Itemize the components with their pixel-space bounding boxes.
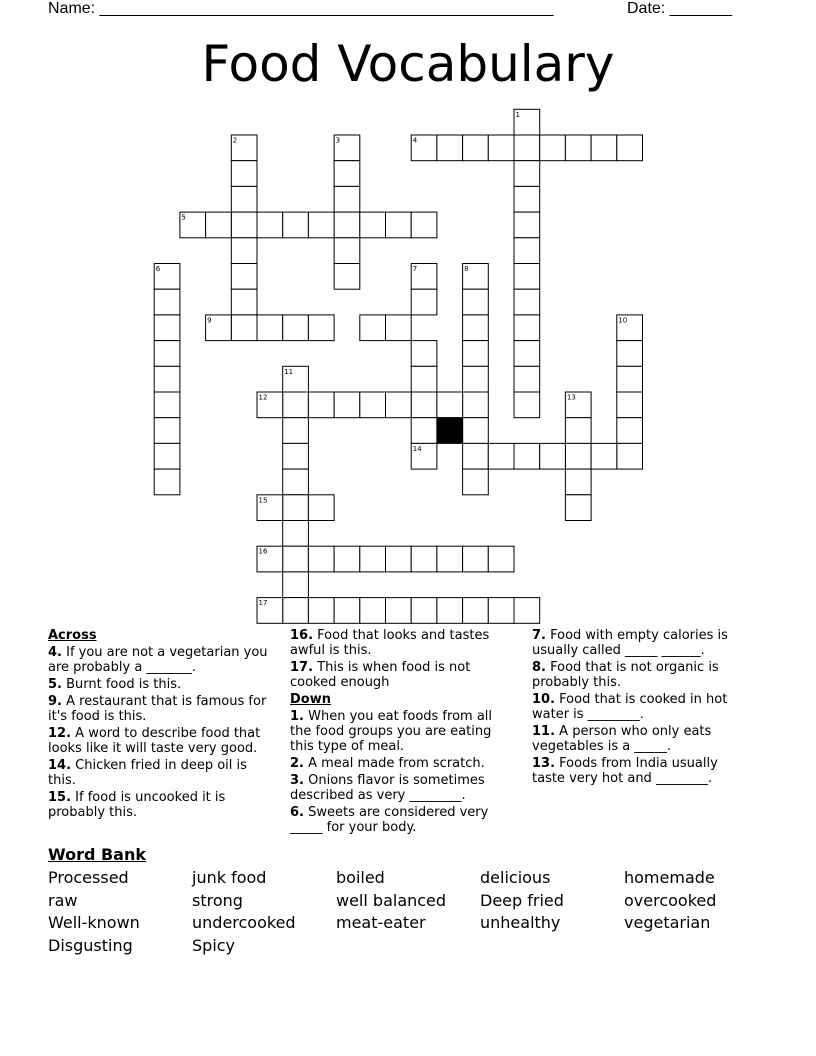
clue-number-label: 12.	[48, 726, 72, 741]
crossword-cell[interactable]	[386, 392, 412, 418]
word-bank-item: well balanced	[336, 891, 447, 910]
crossword-cell[interactable]	[231, 161, 257, 187]
crossword-cell[interactable]	[463, 418, 489, 444]
word-bank-item: boiled	[336, 868, 385, 887]
crossword-cell[interactable]	[565, 418, 591, 444]
word-bank-item: junk food	[192, 868, 267, 887]
crossword-cell[interactable]	[154, 289, 180, 315]
crossword-cell[interactable]	[463, 315, 489, 341]
clue-number: 7	[412, 265, 418, 273]
crossword-cell[interactable]	[463, 546, 489, 572]
clue-number: 11	[284, 367, 294, 376]
clue-text: Food with empty calories is usually called _____ ______.	[532, 628, 728, 658]
crossword-cell[interactable]	[514, 135, 540, 161]
clue-number-label: 15.	[48, 790, 72, 805]
clue-item	[48, 677, 274, 692]
crossword-cell[interactable]	[463, 341, 489, 367]
crossword-cell[interactable]	[283, 495, 309, 521]
crossword-cell[interactable]	[617, 418, 643, 444]
clue-number: 6	[155, 265, 161, 273]
word-bank-item: Disgusting	[48, 936, 133, 955]
crossword-cell[interactable]	[283, 572, 309, 598]
word-bank-item: Processed	[48, 868, 129, 887]
crossword-cell[interactable]	[514, 315, 540, 341]
crossword-cell[interactable]	[360, 546, 386, 572]
crossword-cell[interactable]	[308, 495, 334, 521]
crossword-cell[interactable]	[154, 341, 180, 367]
crossword-cell[interactable]	[360, 598, 386, 624]
down-heading: Down	[290, 692, 331, 707]
clue-number-label: 5.	[48, 677, 62, 692]
crossword-cell[interactable]	[334, 186, 360, 212]
clue-number-label: 4.	[48, 645, 62, 660]
crossword-cell[interactable]	[463, 598, 489, 624]
clue-number: 13	[566, 393, 576, 402]
clue-number-label: 14.	[48, 758, 72, 773]
clue-text: A person who only eats vegetables is a _____.	[532, 724, 712, 754]
clue-text: Food that is not organic is probably this.	[532, 660, 719, 690]
crossword-cell[interactable]	[617, 135, 643, 161]
clue-item	[290, 773, 504, 803]
crossword-block	[437, 418, 463, 444]
clue-text: This is when food is not cooked enough	[290, 660, 471, 690]
crossword-cell[interactable]	[308, 392, 334, 418]
crossword-cell[interactable]	[360, 315, 386, 341]
crossword-cell[interactable]	[334, 212, 360, 238]
word-bank-item: delicious	[480, 868, 551, 887]
clue-number-label: 13.	[532, 756, 556, 771]
crossword-cell[interactable]	[514, 366, 540, 392]
crossword-cell[interactable]	[565, 495, 591, 521]
clue-number-label: 16.	[290, 628, 314, 643]
clue-item	[290, 628, 504, 658]
crossword-cell[interactable]	[257, 212, 283, 238]
crossword-cell[interactable]	[308, 598, 334, 624]
crossword-cell[interactable]	[257, 315, 283, 341]
clue-number: 15	[258, 496, 268, 505]
clue-item	[48, 790, 274, 820]
clue-number: 3	[335, 136, 341, 145]
crossword-cell[interactable]	[283, 315, 309, 341]
crossword-cell[interactable]	[411, 289, 437, 315]
clue-number-label: 11.	[532, 724, 556, 739]
clue-item	[532, 692, 746, 722]
clue-number: 12	[258, 393, 268, 402]
crossword-cell[interactable]	[437, 135, 463, 161]
crossword-cell[interactable]	[514, 341, 540, 367]
crossword-cell[interactable]	[463, 392, 489, 418]
crossword-cell[interactable]	[617, 366, 643, 392]
crossword-cell[interactable]	[231, 264, 257, 290]
crossword-cell[interactable]	[411, 546, 437, 572]
crossword-cell[interactable]	[283, 212, 309, 238]
clue-item	[290, 805, 504, 835]
crossword-cell[interactable]	[308, 315, 334, 341]
clue-text: Sweets are considered very _____ for your body.	[290, 805, 489, 835]
clue-text: Onions flavor is sometimes described as very ________.	[290, 773, 485, 803]
crossword-cell[interactable]	[154, 366, 180, 392]
word-bank-item: overcooked	[624, 891, 717, 910]
crossword-cell[interactable]	[334, 546, 360, 572]
clue-text: Food that is cooked in hot water is ________.	[532, 692, 728, 722]
clue-text: Chicken fried in deep oil is this.	[48, 758, 247, 788]
crossword-cell[interactable]	[463, 469, 489, 495]
crossword-cell[interactable]	[565, 135, 591, 161]
clue-text: When you eat foods from all the food groups you are eating this type of meal.	[290, 709, 493, 754]
crossword-cell[interactable]	[591, 135, 617, 161]
crossword-cell[interactable]	[283, 521, 309, 547]
clue-item	[290, 756, 504, 771]
clue-number-label: 17.	[290, 660, 314, 675]
word-bank-item: unhealthy	[480, 913, 561, 932]
clue-item	[290, 709, 504, 754]
word-bank-item: homemade	[624, 868, 715, 887]
crossword-cell[interactable]	[386, 212, 412, 238]
clue-item	[48, 694, 274, 724]
clue-number: 16	[258, 547, 268, 556]
clues-column-2	[290, 628, 504, 837]
clue-number: 8	[464, 265, 469, 273]
crossword-cell[interactable]	[514, 289, 540, 315]
crossword-cell[interactable]	[154, 392, 180, 418]
crossword-cell[interactable]	[154, 469, 180, 495]
date-field[interactable]: Date: _______	[627, 0, 732, 17]
crossword-cell[interactable]	[540, 135, 566, 161]
clue-item	[48, 758, 274, 788]
crossword-cell[interactable]	[488, 135, 514, 161]
clue-item	[48, 726, 274, 756]
crossword-cell[interactable]	[411, 341, 437, 367]
clue-text: A restaurant that is famous for it's food is this.	[48, 694, 267, 724]
clue-number: 9	[207, 316, 212, 325]
clues-column-3	[532, 628, 746, 788]
crossword-cell[interactable]	[514, 186, 540, 212]
clue-number: 14	[412, 444, 422, 453]
clue-number-label: 10.	[532, 692, 556, 707]
crossword-cell[interactable]	[514, 238, 540, 264]
crossword-cell[interactable]	[514, 161, 540, 187]
crossword-cell[interactable]	[334, 238, 360, 264]
crossword-cell[interactable]	[334, 598, 360, 624]
crossword-cell[interactable]	[154, 418, 180, 444]
across-heading: Across	[48, 628, 97, 643]
clue-text: If food is uncooked it is probably this.	[48, 790, 226, 820]
word-bank-item: Deep fried	[480, 891, 564, 910]
clue-item	[290, 660, 504, 690]
clue-text: Foods from India usually taste very hot and ________.	[532, 756, 718, 786]
clue-number: 10	[618, 316, 628, 325]
word-bank-item: strong	[192, 891, 243, 910]
crossword-cell[interactable]	[360, 392, 386, 418]
clue-number-label: 2.	[290, 756, 304, 771]
crossword-cell[interactable]	[411, 212, 437, 238]
crossword-cell[interactable]	[154, 443, 180, 469]
clue-item	[532, 628, 746, 658]
crossword-cell[interactable]	[334, 392, 360, 418]
clue-number: 2	[232, 136, 238, 145]
clue-text: Burnt food is this.	[61, 677, 182, 692]
crossword-cell[interactable]	[360, 212, 386, 238]
name-field[interactable]: Name: ___________________________________________________	[48, 0, 554, 17]
word-bank-item: raw	[48, 891, 78, 910]
clue-text: A word to describe food that looks like it will taste very good.	[48, 726, 261, 756]
clue-item	[48, 645, 274, 675]
crossword-cell[interactable]	[334, 264, 360, 290]
crossword-cell[interactable]	[283, 546, 309, 572]
crossword-cell[interactable]	[411, 598, 437, 624]
clue-number-label: 8.	[532, 660, 546, 675]
crossword-cell[interactable]	[514, 264, 540, 290]
crossword-cell[interactable]	[386, 598, 412, 624]
clue-number-label: 1.	[290, 709, 304, 724]
clues-column-1	[48, 628, 274, 822]
crossword-cell[interactable]	[334, 161, 360, 187]
crossword-cell[interactable]	[411, 366, 437, 392]
crossword-cell[interactable]	[283, 418, 309, 444]
word-bank-item: undercooked	[192, 913, 296, 932]
crossword-cell[interactable]	[231, 289, 257, 315]
crossword-cell[interactable]	[437, 392, 463, 418]
crossword-cell[interactable]	[591, 443, 617, 469]
crossword-cell[interactable]	[488, 598, 514, 624]
clue-item	[532, 756, 746, 786]
crossword-cell[interactable]	[463, 135, 489, 161]
page-title: Food Vocabulary	[201, 35, 615, 93]
crossword-cell[interactable]	[514, 392, 540, 418]
word-bank-item: meat-eater	[336, 913, 426, 932]
clue-text: Food that looks and tastes awful is this.	[290, 628, 490, 658]
crossword-cell[interactable]	[283, 598, 309, 624]
crossword-cell[interactable]	[540, 443, 566, 469]
crossword-cell[interactable]	[283, 392, 309, 418]
clue-text: A meal made from scratch.	[303, 756, 485, 771]
crossword-cell[interactable]	[308, 212, 334, 238]
clue-number: 5	[181, 213, 186, 222]
crossword-cell[interactable]	[231, 186, 257, 212]
crossword-cell[interactable]	[154, 315, 180, 341]
crossword-cell[interactable]	[437, 546, 463, 572]
crossword-cell[interactable]	[386, 546, 412, 572]
clue-number: 1	[515, 110, 520, 119]
crossword-cell[interactable]	[411, 418, 437, 444]
word-bank-title: Word Bank	[48, 845, 147, 864]
crossword-cell[interactable]	[463, 366, 489, 392]
clue-number-label: 6.	[290, 805, 304, 820]
crossword-cell[interactable]	[514, 443, 540, 469]
crossword-cell[interactable]	[514, 212, 540, 238]
clue-number-label: 7.	[532, 628, 546, 643]
word-bank-item: Well-known	[48, 913, 140, 932]
crossword-cell[interactable]	[231, 238, 257, 264]
clue-number-label: 9.	[48, 694, 62, 709]
clue-number: 4	[412, 136, 418, 145]
crossword-cell[interactable]	[231, 212, 257, 238]
crossword-cell[interactable]	[565, 469, 591, 495]
crossword-cell[interactable]	[617, 392, 643, 418]
word-bank-item: Spicy	[192, 936, 236, 955]
crossword-cell[interactable]	[386, 315, 412, 341]
clue-text: If you are not a vegetarian you are probably a _______.	[48, 645, 268, 675]
clue-item	[532, 660, 746, 690]
word-bank-item: vegetarian	[624, 913, 711, 932]
crossword-cell[interactable]	[308, 546, 334, 572]
crossword-cell[interactable]	[283, 469, 309, 495]
crossword-cell[interactable]	[206, 212, 232, 238]
crossword-cell[interactable]	[411, 392, 437, 418]
crossword-cell[interactable]	[283, 443, 309, 469]
crossword-cell[interactable]	[488, 443, 514, 469]
crossword-cell[interactable]	[514, 598, 540, 624]
crossword-cell[interactable]	[231, 315, 257, 341]
crossword-cell[interactable]	[565, 443, 591, 469]
clue-item	[532, 724, 746, 754]
crossword-cell[interactable]	[617, 443, 643, 469]
crossword-cell[interactable]	[617, 341, 643, 367]
clue-number: 17	[258, 599, 268, 608]
clue-number-label: 3.	[290, 773, 304, 788]
crossword-cell[interactable]	[463, 443, 489, 469]
crossword-cell[interactable]	[437, 598, 463, 624]
crossword-cell[interactable]	[463, 289, 489, 315]
crossword-cell[interactable]	[488, 546, 514, 572]
